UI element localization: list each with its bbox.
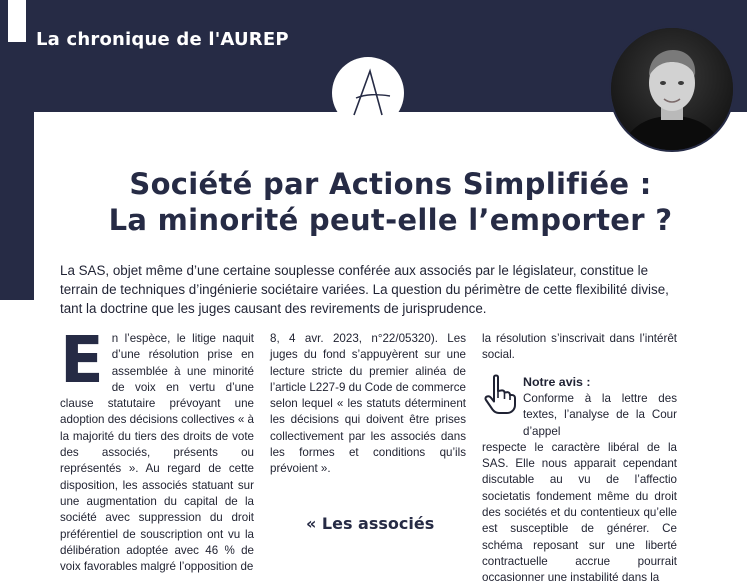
- drop-cap: E: [60, 324, 104, 398]
- column-1-text: n l’espèce, le litige naquit d’une résolution prise en assemblée à une minorité de voix en vertu d’une clause statutaire prévoyant une adoption des décisions collectives « à la majorité du tiers des droits de vote des associés, présents ou représentés ». Au regard de cette disposition, les associés statuant sur une augmentation du capital de la société avec suppression du droit préférentiel de souscription ont vu la délibération adoptée avec 46 % de voix favorables malgré l’opposition de: [60, 332, 254, 574]
- article-title-line-1: Société par Actions Simplifiée :: [129, 167, 652, 201]
- aurep-logo-icon: [332, 57, 404, 129]
- notre-avis-title: Notre avis :: [523, 375, 591, 389]
- article-lead: La SAS, objet même d’une certaine souplesse conférée aux associés par le législateur, constitue le terrain de techniques d’ingénierie sociétaire variées. La question du périmètre de cette flexibilité divise, tant la doctrine que les juges causant des revirements de jurisprudence.: [60, 263, 669, 316]
- article-column-2: [270, 331, 466, 478]
- pull-quote: « Les associés: [306, 514, 435, 533]
- notre-avis-text: [482, 391, 677, 587]
- article-column-1: [60, 324, 254, 575]
- notre-avis-text-indented: Conforme à la lettre des textes, l’analyse de la Cour d’appel: [523, 392, 677, 438]
- header-accent-bar: [8, 0, 26, 42]
- column-3-text: la résolution s’inscrivait dans l’intérêt social.: [482, 332, 677, 362]
- chronique-title: La chronique de l'AUREP: [36, 29, 289, 50]
- article-column-3: [482, 331, 677, 364]
- column-2-text: 8, 4 avr. 2023, n°22/05320). Les juges du fond s’appuyèrent sur une lecture stricte du premier alinéa de l’article L227-9 du Code de commerce selon lequel « les statuts déterminent les décisions qui doivent être prises collectivement par les associés dans les formes et conditions qu’ils prévoient ».: [270, 332, 466, 476]
- article-title: [34, 166, 747, 238]
- aurep-logo: [332, 57, 404, 129]
- notre-avis-text-rest: respecte le caractère libéral de la SAS. Elle nous apparait cependant discutable au vu de l’affectio societatis fondement même du droit des sociétés et du contentieux qu’elle est susceptible de générer. Ce schéma reposant sur une liberté contractuelle accrue pourrait occasionner une instabilité dans la: [482, 440, 677, 585]
- article-title-line-2: La minorité peut-elle l’emporter ?: [108, 203, 673, 237]
- author-avatar: [609, 26, 735, 152]
- author-photo-icon: [611, 28, 733, 150]
